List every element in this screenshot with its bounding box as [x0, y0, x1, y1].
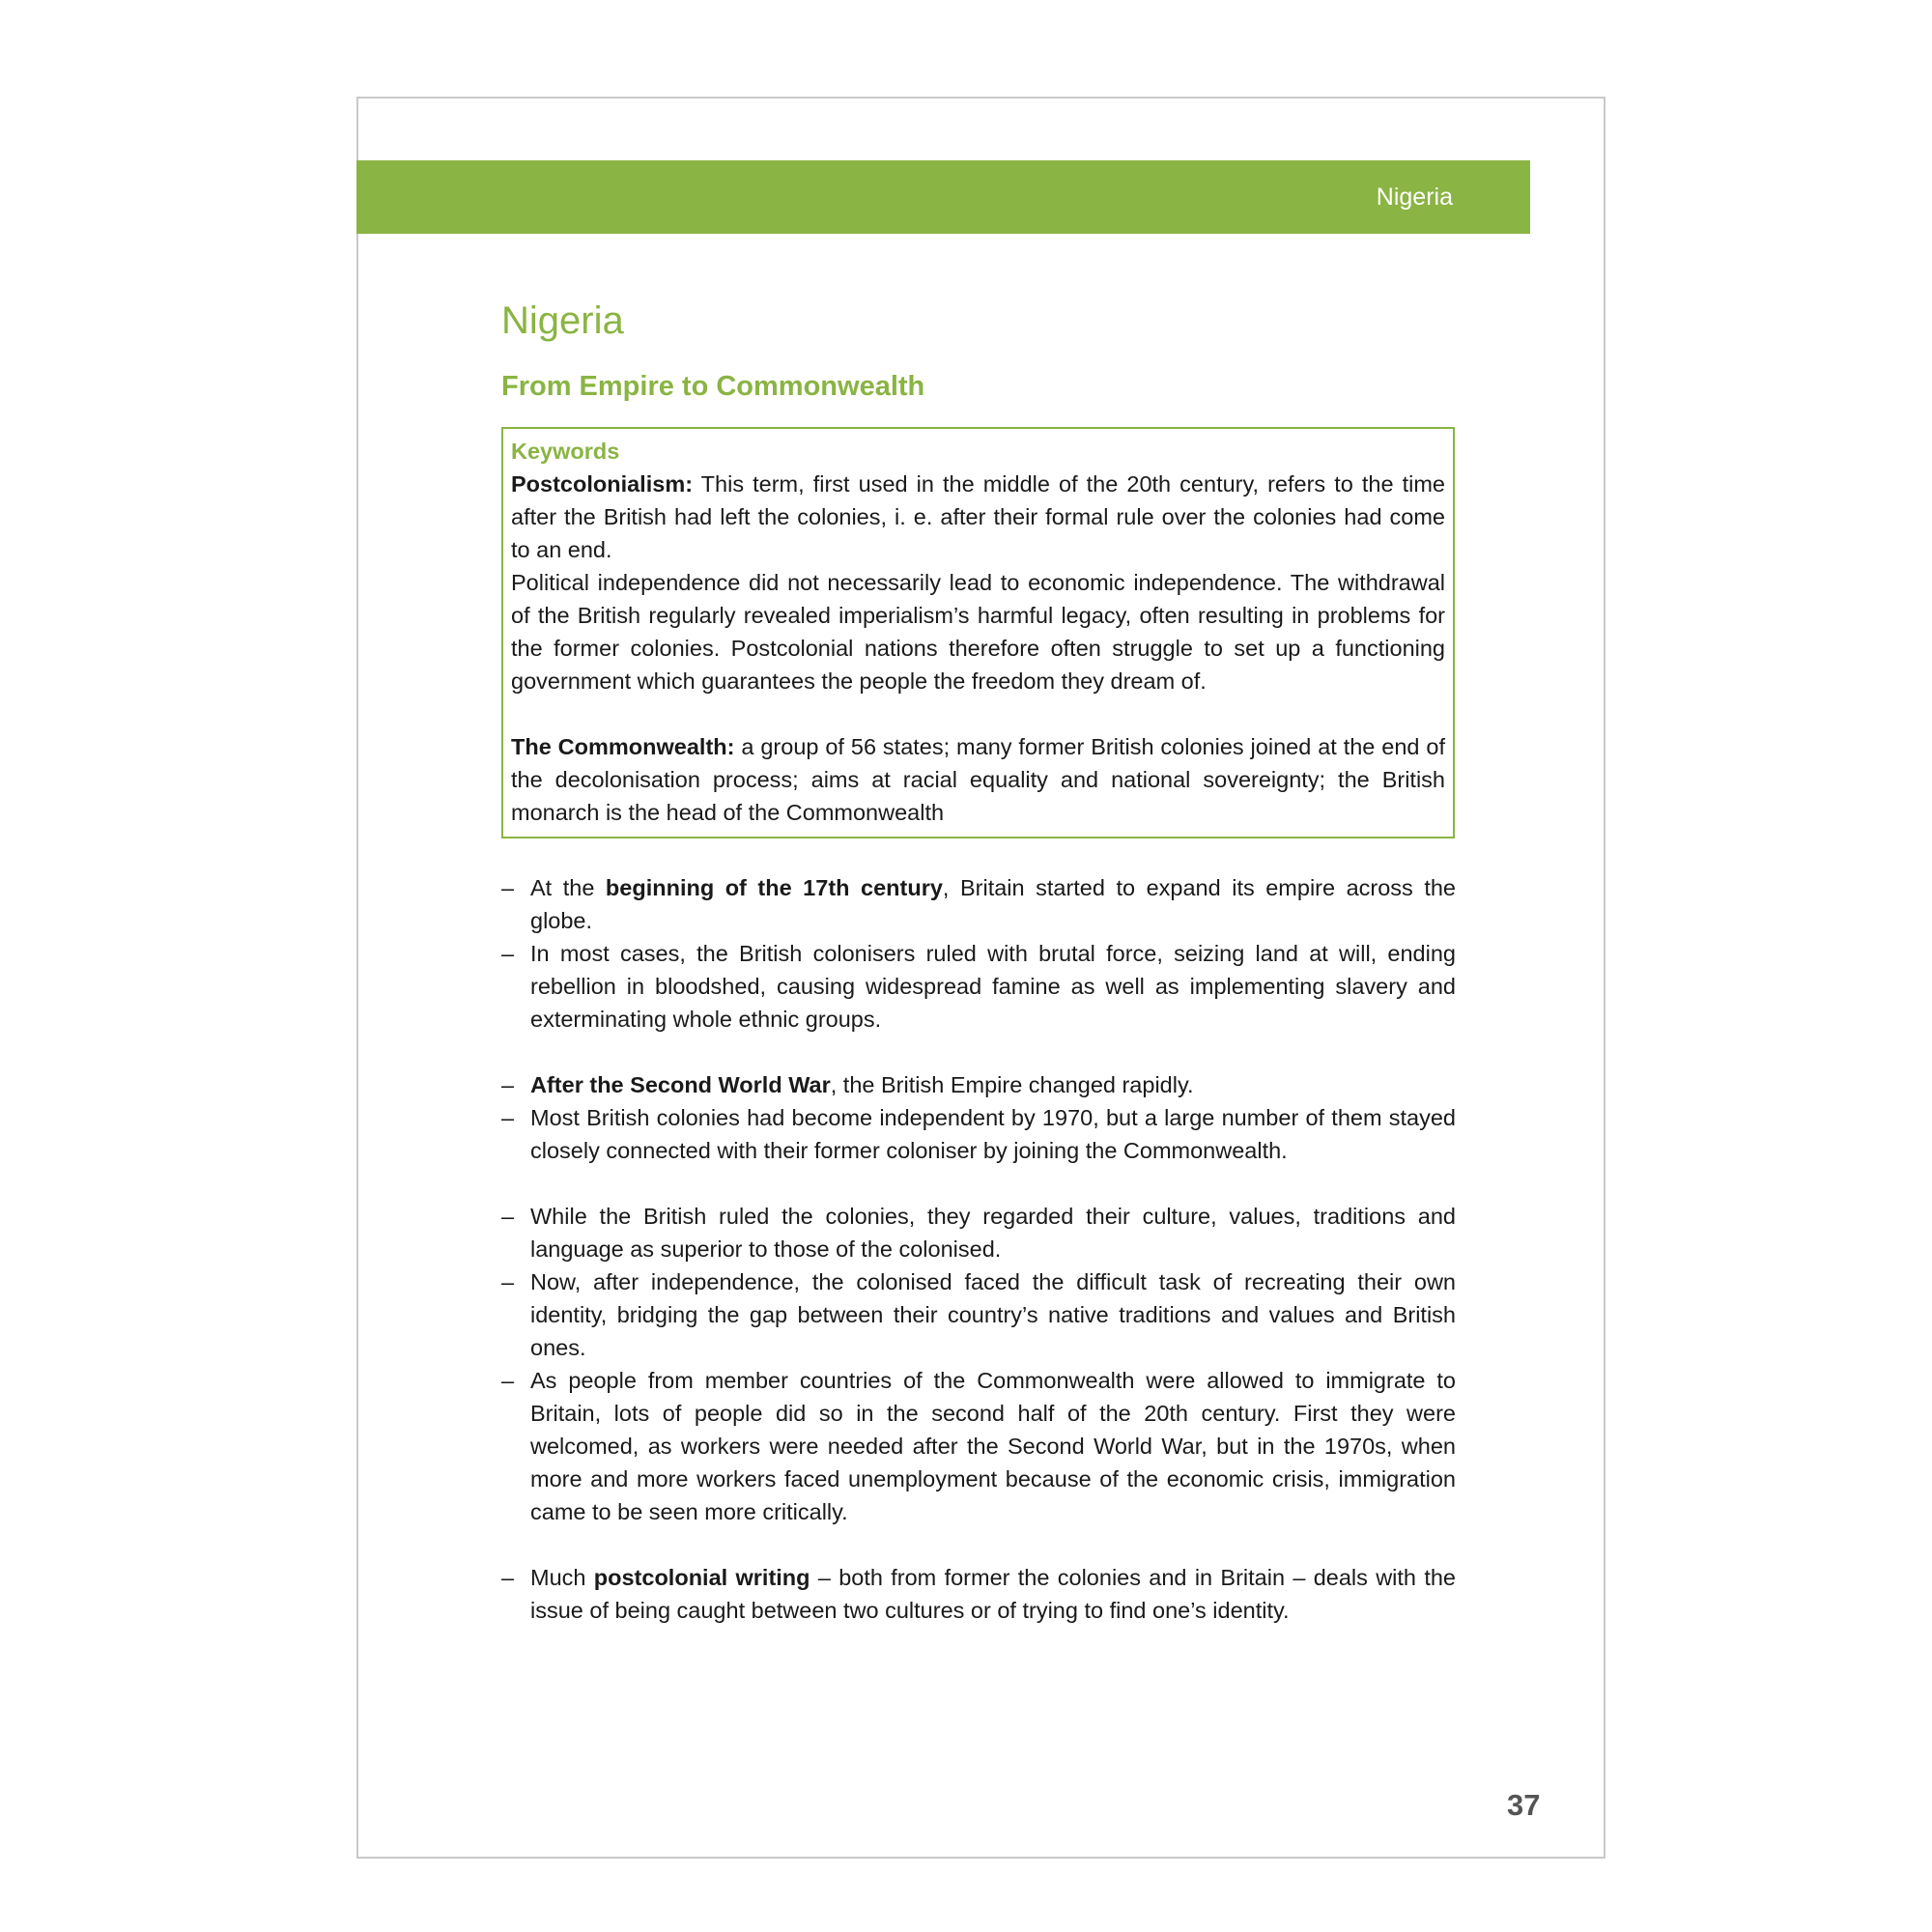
spacer — [501, 1036, 1456, 1068]
list-item — [501, 871, 1456, 937]
keyword-postcolonialism-paragraph-2: Political independence did not necessarily lead to economic independence. The withdrawal of the British regularly revealed imperialism’s harmful legacy, often resulting in problems for the former colonies. Postcolonial nations therefore often struggle to set up a functioning government which guarantees the people the freedom they dream of. — [511, 570, 1445, 694]
bullet-text: – both from former the colonies and in Britain – deals with the issue of being caught between two cultures or of trying to find one’s identity. — [530, 1565, 1456, 1623]
keyword-definition: This term, first used in the middle of the 20th century, refers to the time after the British had left the colonies, i. e. after their formal rule over the colonies had come to an end. — [511, 471, 1445, 562]
bullet-text: , Britain started to expand its empire across the globe. — [530, 875, 1457, 933]
list-item — [501, 1101, 1456, 1167]
list-item — [501, 1068, 1456, 1101]
dash-bullet: – — [501, 941, 515, 966]
bullet-emphasis: After the Second World War — [530, 1072, 831, 1097]
page-subtitle: From Empire to Commonwealth — [501, 371, 925, 402]
list-item — [501, 1364, 1456, 1528]
bullet-list — [501, 871, 1456, 1627]
keywords-box — [501, 427, 1455, 838]
keyword-definition: a group of 56 states; many former British colonies joined at the end of the decolonisation process; aims at racial equality and national sovereignty; the British monarch is the head of the Commonwealth — [511, 734, 1445, 825]
dash-bullet: – — [501, 1072, 515, 1097]
bullet-text: While the British ruled the colonies, they regarded their culture, values, traditions and language as superior to those of the colonised. — [530, 1204, 1456, 1262]
main-content — [501, 290, 1456, 1627]
keyword-term: Postcolonialism: — [511, 471, 694, 497]
bullet-text: As people from member countries of the Commonwealth were allowed to immigrate to Britain, lots of people did so in the second half of the 20th century. First they were welcomed, as workers were needed after the Second World War, but in the 1970s, when more and more workers faced unemployment because of the economic crisis, immigration came to be seen more critically. — [530, 1368, 1456, 1524]
bullet-text: Much — [530, 1565, 594, 1590]
section-header-bar — [356, 160, 1530, 234]
keyword-commonwealth — [511, 730, 1445, 829]
dash-bullet: – — [501, 1204, 515, 1229]
spacer — [501, 1528, 1456, 1561]
dash-bullet: – — [501, 1105, 515, 1130]
keyword-postcolonialism — [511, 468, 1445, 566]
list-item — [501, 937, 1456, 1036]
dash-bullet: – — [501, 1368, 515, 1393]
keywords-heading: Keywords — [511, 439, 620, 464]
bullet-emphasis: beginning of the 17th century — [605, 875, 943, 900]
list-item — [501, 1265, 1456, 1364]
spacer — [501, 1167, 1456, 1200]
list-item — [501, 1561, 1456, 1627]
bullet-text: Most British colonies had become independent by 1970, but a large number of them stayed closely connected with their former coloniser by joining the Commonwealth. — [530, 1105, 1456, 1163]
dash-bullet: – — [501, 875, 515, 900]
bullet-text: In most cases, the British colonisers ruled with brutal force, seizing land at will, ending rebellion in bloodshed, causing widespread famine as well as implementing slavery and exterminating whole ethnic groups. — [530, 941, 1456, 1032]
bullet-emphasis: postcolonial writing — [593, 1565, 810, 1590]
dash-bullet: – — [501, 1565, 515, 1590]
page-number: 37 — [1507, 1788, 1541, 1822]
bullet-text: , the British Empire changed rapidly. — [830, 1072, 1194, 1097]
section-header-label: Nigeria — [1376, 184, 1453, 211]
list-item — [501, 1200, 1456, 1265]
keyword-term: The Commonwealth: — [511, 734, 735, 759]
page-title: Nigeria — [501, 299, 624, 342]
spacer — [511, 697, 1445, 730]
dash-bullet: – — [501, 1269, 515, 1294]
bullet-text: Now, after independence, the colonised faced the difficult task of recreating their own identity, bridging the gap between their country’s native traditions and values and British ones. — [530, 1269, 1456, 1360]
bullet-text: At the — [530, 875, 606, 900]
